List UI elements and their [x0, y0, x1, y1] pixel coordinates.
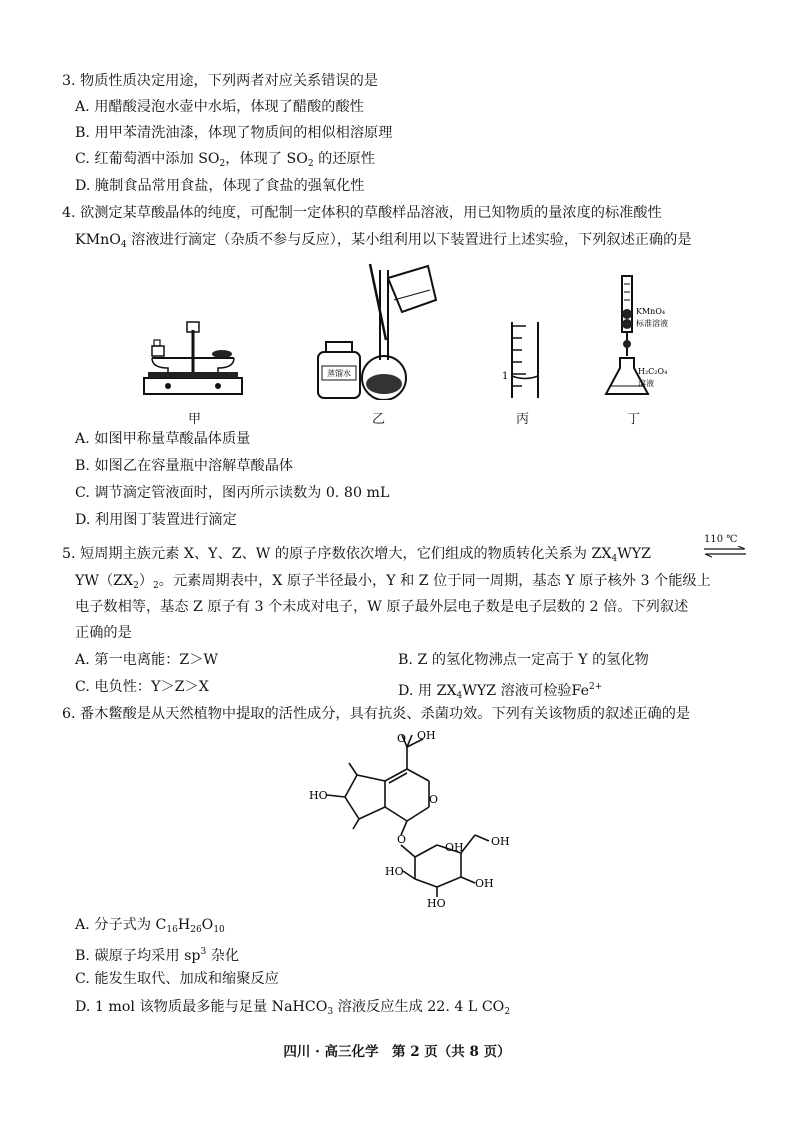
q4-option-d: D. 利用图丁装置进行滴定: [75, 512, 237, 528]
q3-stem: 3. 物质性质决定用途，下列两者对应关系错误的是: [62, 73, 378, 89]
balance-figure: [138, 310, 248, 400]
struct-carbonyl-o: O: [397, 732, 407, 745]
q6-option-a: A. 分子式为 $C_{16}H_{26}O_{10}$: [75, 917, 225, 935]
struct-sugar-ho-bottom: HO: [427, 897, 446, 910]
q5-option-b: B. Z 的氢化物沸点一定高于 Y 的氢化物: [398, 652, 649, 668]
kmno4-label: KMnO₄: [636, 307, 666, 316]
arrow-condition: 110 ℃: [704, 534, 738, 545]
equilibrium-arrow-icon: [702, 546, 748, 558]
volumetric-flask-figure: [310, 260, 445, 400]
q4-option-c: C. 调节滴定管液面时，图丙所示读数为 0. 80 mL: [75, 485, 390, 501]
q5-option-a: A. 第一电离能：Z＞W: [75, 652, 219, 668]
q4-stem-line1: 4. 欲测定某草酸晶体的纯度，可配制一定体积的草酸样品溶液，用已知物质的量浓度的标准酸性: [62, 205, 662, 221]
solution-label: 溶液: [638, 379, 654, 388]
q5-option-d: D. 用 $ZX_4WYZ$ 溶液可检验$Fe^{2+}$: [398, 682, 603, 701]
q3-option-c: C. 红葡萄酒中添加 $SO_2$，体现了 $SO_2$ 的还原性: [75, 151, 375, 169]
q3-option-b: B. 用甲苯清洗油漆，体现了物质间的相似相溶原理: [75, 125, 393, 141]
h2c2o4-label: H₂C₂O₄: [638, 367, 668, 376]
q4-option-b: B. 如图乙在容量瓶中溶解草酸晶体: [75, 458, 294, 474]
figure-label-jia: 甲: [188, 412, 202, 427]
q5-stem-line3: 电子数相等，基态 Z 原子有 3 个未成对电子，W 原子最外层电子数是电子层数的 2 倍。下列叙述: [75, 599, 689, 615]
q6-option-b: B. 碳原子均采用 $sp^3$ 杂化: [75, 947, 240, 964]
q4-stem-line2: KMnO$_4$ 溶液进行滴定（杂质不参与反应），某小组利用以下装置进行上述实验，下列叙述正确的是: [75, 232, 692, 250]
struct-ring-ho: HO: [309, 789, 328, 802]
struct-sugar-ring-o: OH: [445, 841, 464, 854]
figure-label-yi: 乙: [372, 412, 386, 427]
q4-option-a: A. 如图甲称量草酸晶体质量: [75, 431, 251, 447]
bottle-label-text: 蒸馏水: [327, 369, 351, 378]
q5-option-c: C. 电负性：Y＞Z＞X: [75, 679, 209, 695]
q3-option-d: D. 腌制食品常用食盐，体现了食盐的强氧化性: [75, 178, 365, 194]
reversible-arrow: [702, 534, 748, 558]
titration-figure: [598, 272, 698, 400]
struct-sugar-ho-left: HO: [385, 865, 404, 878]
standard-solution-label: 标准溶液: [636, 319, 668, 328]
q5-stem-line2: $YW(ZX_2)_2$。元素周期表中，X 原子半径最小，Y 和 Z 位于同一周期，基态 Y 原子核外 3 个能级上: [75, 573, 711, 591]
q5-stem-line1: 5. 短周期主族元素 X、Y、Z、W 的原子序数依次增大，它们组成的物质转化关系为 $ZX_4WYZ$: [62, 546, 651, 564]
burette-reading-text: 1: [502, 371, 509, 382]
struct-pyran-o: O: [429, 793, 439, 806]
struct-glycoside-o: O: [397, 833, 407, 846]
q6-stem: 6. 番木鳖酸是从天然植物中提取的活性成分，具有抗炎、杀菌功效。下列有关该物质的叙述正确的是: [62, 706, 691, 722]
q6-option-c: C. 能发生取代、加成和缩聚反应: [75, 971, 279, 987]
q6-option-d: D. 1 mol 该物质最多能与足量 NaHCO$_3$ 溶液反应生成 22. 4 L $CO_2$: [75, 999, 511, 1017]
q3-option-a: A. 用醋酸浸泡水壶中水垢，体现了醋酸的酸性: [75, 99, 364, 115]
page-footer: 四川 · 高三化学 第 2 页（共 8 页）: [283, 1044, 511, 1060]
struct-ch2oh: OH: [491, 835, 510, 848]
struct-cooh-oh: OH: [417, 729, 436, 742]
struct-sugar-oh-right: OH: [475, 877, 494, 890]
figure-label-ding: 丁: [627, 412, 641, 427]
burette-scale-figure: [500, 318, 550, 400]
structure-formula-figure: [305, 725, 520, 910]
q5-stem-line4: 正确的是: [75, 625, 132, 641]
figure-label-bing: 丙: [516, 412, 530, 427]
